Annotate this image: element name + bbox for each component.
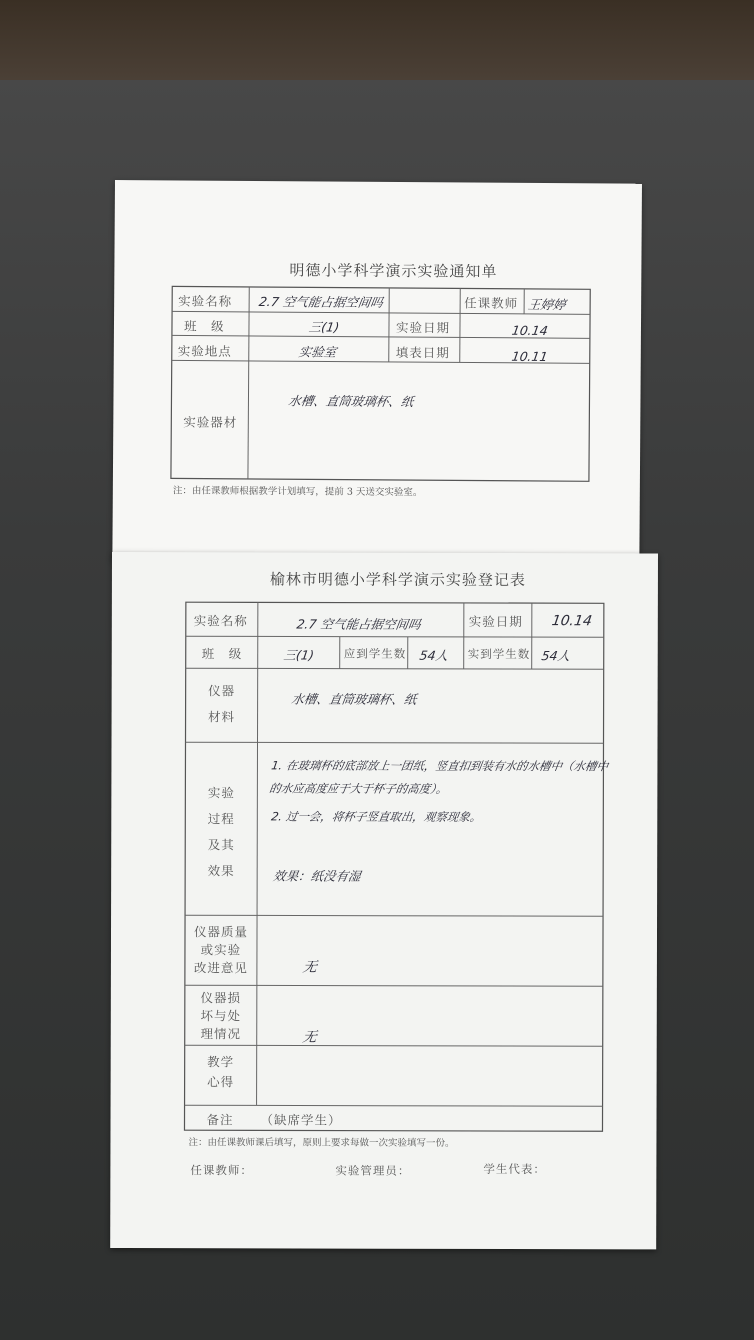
- record-label-remarks: 备注: [206, 1112, 234, 1128]
- record-label-process-line-2: 过程: [207, 811, 235, 827]
- record-sign-manager: 实验管理员：: [335, 1163, 411, 1178]
- record-value-process-2: 的水应高度应于大于杯子的高度）。: [268, 781, 449, 796]
- record-label-materials: [186, 678, 258, 730]
- notice-value-materials: 水槽、直筒玻璃杯、纸: [287, 393, 415, 410]
- record-value-actual: 54人: [540, 648, 572, 664]
- record-label-class: 班 级: [201, 646, 243, 662]
- record-label-actual: 实到学生数: [467, 646, 531, 662]
- notice-label-exp-date: 实验日期: [395, 319, 451, 336]
- notice-label-location: 实验地点: [177, 343, 232, 359]
- record-label-improve: [185, 923, 257, 977]
- record-title: 榆林市明德小学科学演示实验登记表: [269, 570, 526, 590]
- record-label-name: 实验名称: [193, 613, 248, 629]
- record-label-reflection: [185, 1052, 257, 1092]
- notice-label-teacher: 任课教师: [464, 295, 519, 311]
- record-value-process-3: 2. 过一会，将杯子竖直取出，观察现象。: [270, 809, 483, 824]
- notice-sheet: [112, 180, 642, 564]
- record-label-improve-line-2: 或实验: [200, 942, 242, 958]
- record-label-reflection-line-2: 心得: [207, 1074, 235, 1090]
- notice-label-fill-date: 填表日期: [395, 344, 450, 361]
- record-value-effect: 效果：纸没有湿: [272, 868, 362, 884]
- record-label-damage-line-2: 坏与处: [200, 1008, 242, 1024]
- notice-label-materials: 实验器材: [183, 414, 238, 430]
- notice-value-teacher: 王婷婷: [526, 296, 567, 313]
- record-value-name: 2.7 空气能占据空间吗: [295, 616, 422, 632]
- notice-label-class: 班 级: [183, 318, 225, 334]
- notice-value-fill-date: 10.11: [510, 348, 549, 365]
- notice-grid: [112, 180, 642, 564]
- record-value-damage: 无: [301, 1029, 318, 1046]
- record-value-improve: 无: [301, 959, 318, 976]
- record-label-damage: [185, 989, 257, 1043]
- record-sign-student: 学生代表：: [483, 1161, 546, 1177]
- record-value-class: 三(1): [282, 647, 315, 663]
- record-label-exp-date: 实验日期: [468, 613, 523, 630]
- notice-value-name: 2.7 空气能占据空间吗: [257, 294, 385, 310]
- record-label-absent: （缺席学生）: [260, 1112, 342, 1128]
- record-label-improve-line-3: 改进意见: [193, 960, 248, 976]
- record-sheet: [110, 552, 658, 1249]
- notice-title: 明德小学科学演示实验通知单: [289, 261, 498, 281]
- record-sign-teacher: 任课教师：: [190, 1163, 253, 1178]
- record-label-expected: 应到学生数: [343, 646, 407, 661]
- record-value-expected: 54人: [418, 647, 450, 663]
- record-label-improve-line-1: 仪器质量: [193, 924, 249, 940]
- notice-footnote: 注：由任课教师根据教学计划填写，提前 3 天送交实验室。: [172, 485, 423, 499]
- record-label-process-line-1: 实验: [207, 785, 235, 801]
- notice-value-location: 实验室: [297, 344, 338, 360]
- table-edge: [0, 0, 754, 80]
- record-label-process: [185, 780, 257, 884]
- notice-label-name: 实验名称: [178, 293, 233, 309]
- notice-value-class: 三(1): [307, 319, 341, 335]
- record-value-process-1: 1. 在玻璃杯的底部放上一团纸，竖直扣到装有水的水槽中（水槽中: [270, 758, 610, 774]
- record-label-damage-line-3: 理情况: [200, 1026, 242, 1042]
- record-label-reflection-line-1: 教学: [207, 1054, 235, 1070]
- record-label-materials-line-1: 仪器: [208, 683, 236, 699]
- record-value-exp-date: 10.14: [550, 613, 594, 630]
- record-label-damage-line-1: 仪器损: [200, 990, 242, 1006]
- record-label-process-line-3: 及其: [207, 837, 235, 853]
- record-label-materials-line-2: 材料: [208, 709, 236, 725]
- record-value-materials: 水槽、直筒玻璃杯、纸: [290, 691, 418, 707]
- record-footnote: 注：由任课教师课后填写，原则上要求每做一次实验填写一份。: [188, 1137, 455, 1149]
- record-label-process-line-4: 效果: [207, 863, 235, 879]
- notice-value-exp-date: 10.14: [510, 322, 549, 339]
